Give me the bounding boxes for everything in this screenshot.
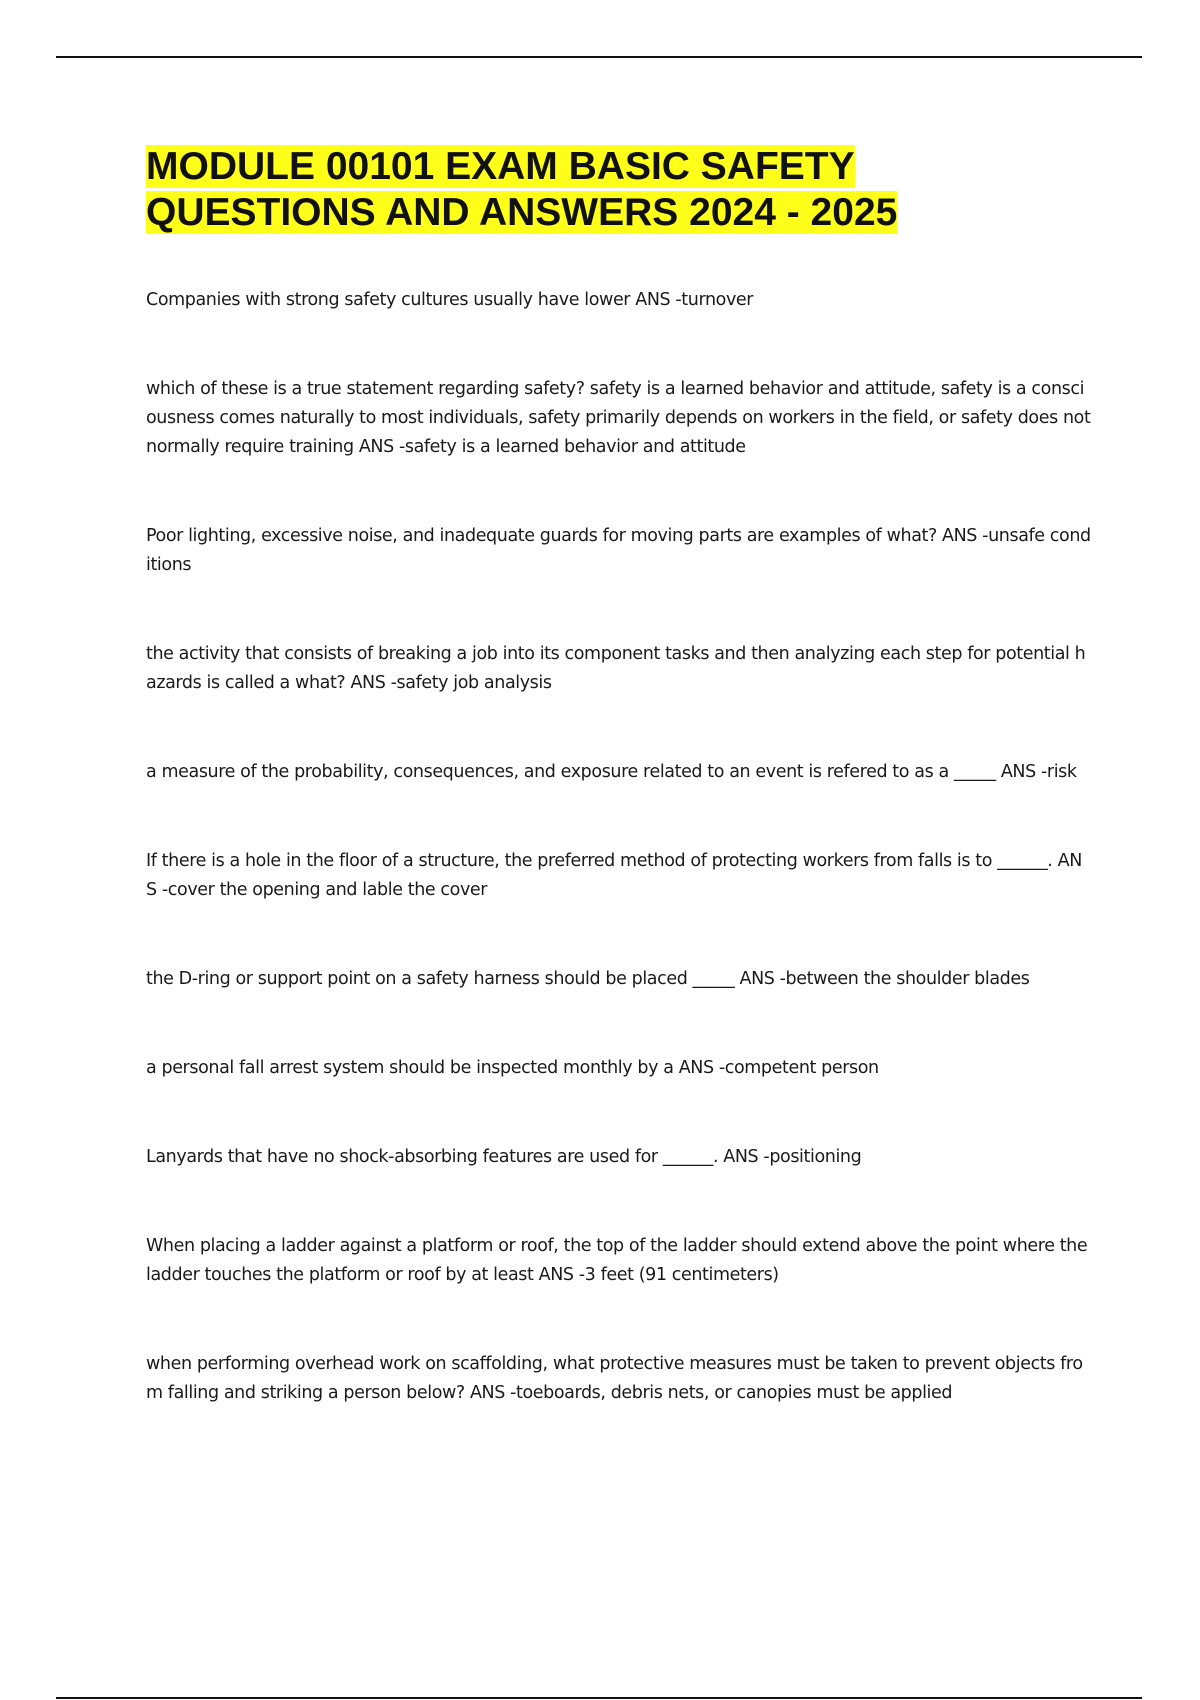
qa-item-9: Lanyards that have no shock-absorbing features are used for ______. ANS -positioning bbox=[146, 1147, 862, 1167]
qa-item-10: When placing a ladder against a platform or roof, the top of the ladder should extend above the point where the ladder touches the platform or roof by at least ANS -3 feet (91 centimeters) bbox=[146, 1236, 1088, 1285]
qa-item-11: when performing overhead work on scaffolding, what protective measures must be taken to prevent objects from falling and striking a person below? ANS -toeboards, debris nets, or canopies must be applied bbox=[146, 1354, 1083, 1403]
document-body bbox=[146, 144, 1092, 1468]
qa-item-6: If there is a hole in the floor of a structure, the preferred method of protecting workers from falls is to ______. ANS -cover the opening and lable the cover bbox=[146, 851, 1082, 900]
title-line-2: QUESTIONS AND ANSWERS 2024 - 2025 bbox=[146, 191, 898, 234]
document-title bbox=[146, 144, 1092, 236]
qa-item-7: the D-ring or support point on a safety harness should be placed _____ ANS -between the shoulder blades bbox=[146, 969, 1030, 989]
title-line-1: MODULE 00101 EXAM BASIC SAFETY bbox=[146, 145, 855, 188]
qa-item-1: Companies with strong safety cultures usually have lower ANS -turnover bbox=[146, 290, 754, 310]
qa-item-3: Poor lighting, excessive noise, and inadequate guards for moving parts are examples of what? ANS -unsafe conditions bbox=[146, 526, 1091, 575]
qa-item-4: the activity that consists of breaking a job into its component tasks and then analyzing each step for potential hazards is called a what? ANS -safety job analysis bbox=[146, 644, 1086, 693]
bottom-rule bbox=[56, 1697, 1142, 1699]
top-rule bbox=[56, 56, 1142, 58]
qa-item-2: which of these is a true statement regarding safety? safety is a learned behavior and attitude, safety is a consciousness comes naturally to most individuals, safety primarily depends on workers in the field, or safety does not normally require training ANS -safety is a learned behavior and attitude bbox=[146, 379, 1091, 457]
qa-item-5: a measure of the probability, consequences, and exposure related to an event is refered to as a _____ ANS -risk bbox=[146, 762, 1077, 782]
qa-item-8: a personal fall arrest system should be inspected monthly by a ANS -competent person bbox=[146, 1058, 879, 1078]
